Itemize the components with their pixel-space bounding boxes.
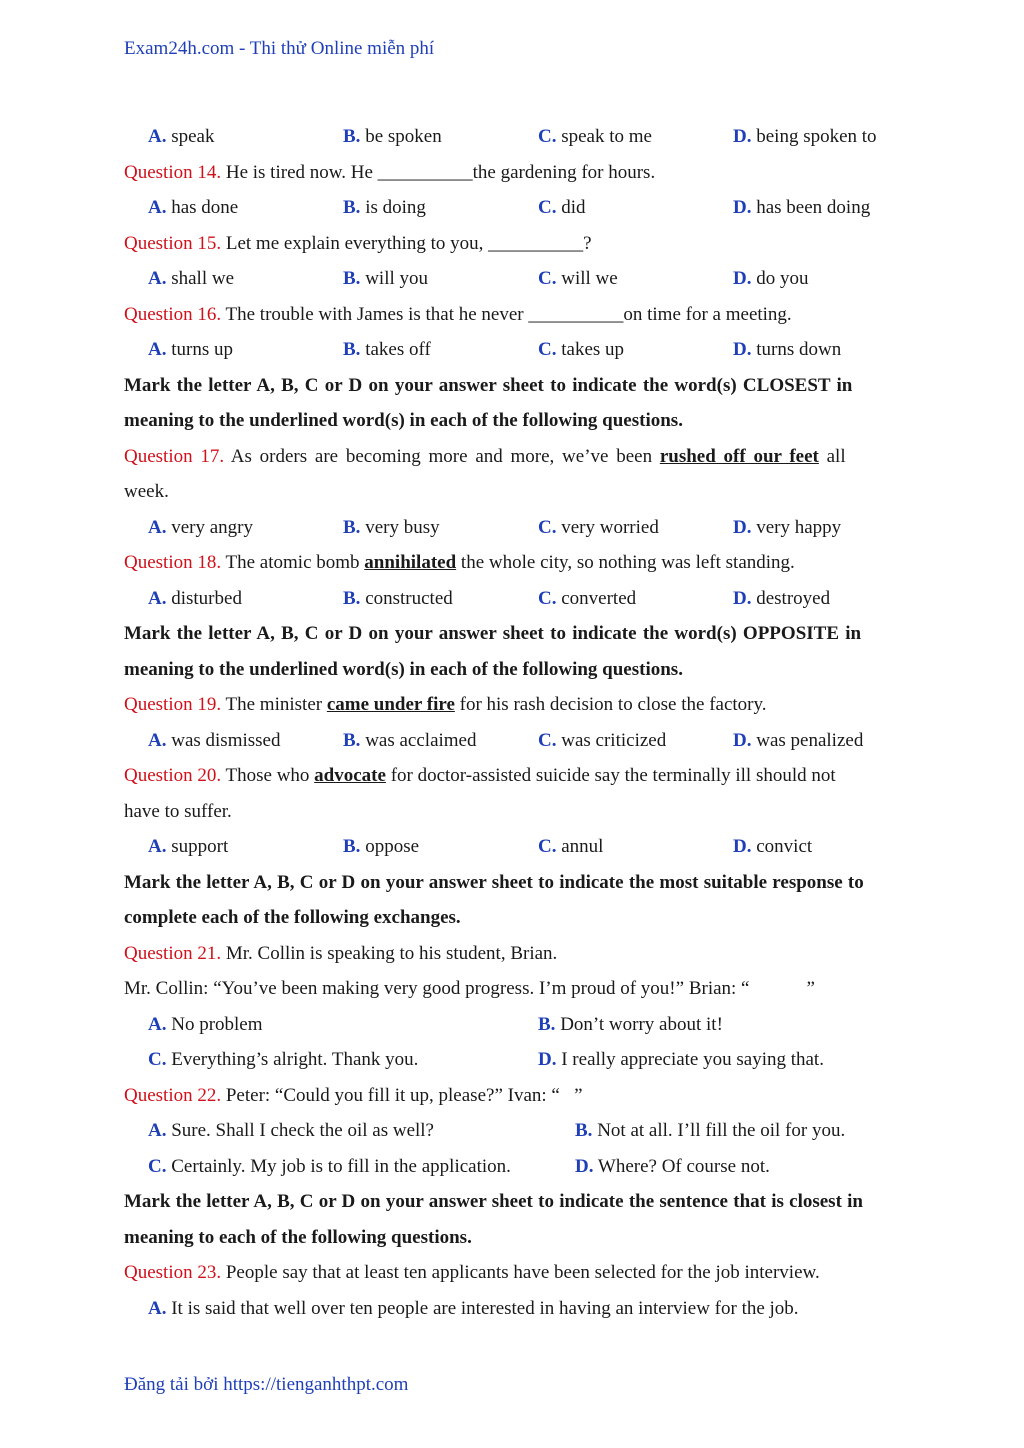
q17-option-a[interactable]: A. very angry [148, 516, 254, 538]
q18-option-a[interactable]: A. disturbed [148, 587, 242, 609]
q16-option-a[interactable]: A. turns up [148, 339, 233, 360]
instruction-response-line2: complete each of the following exchanges. [124, 907, 461, 928]
q17-underlined-phrase: rushed off our feet [659, 445, 819, 467]
q20-underlined-word: advocate [314, 765, 386, 786]
q16-option-d[interactable]: D. turns down [733, 339, 842, 360]
question-15: Question 15. Let me explain everything to you, __________? [124, 232, 592, 254]
q20-options [124, 829, 930, 865]
q21-option-c[interactable]: C. Everything’s alright. Thank you. [148, 1049, 419, 1070]
q22-option-b[interactable]: B. Not at all. I’ll fill the oil for you. [575, 1120, 846, 1141]
exam-content [124, 119, 930, 1326]
question-22: Question 22. Peter: “Could you fill it up, please?” Ivan: “ ” [124, 1084, 583, 1106]
q19-option-a[interactable]: A. was dismissed [148, 729, 281, 751]
q21-option-a[interactable]: A. No problem [148, 1013, 263, 1035]
q15-option-d[interactable]: D. do you [733, 268, 809, 289]
q17-option-b[interactable]: B. very busy [343, 516, 440, 538]
q17-options [124, 510, 930, 546]
q14-option-b[interactable]: B. is doing [343, 197, 426, 218]
question-21-dialogue: Mr. Collin: “You’ve been making very good progress. I’m proud of you!” Brian: “ ” [124, 978, 815, 999]
q22-options-row1 [124, 1113, 930, 1149]
q20-option-a[interactable]: A. support [148, 836, 229, 857]
instruction-closest-line1: Mark the letter A, B, C or D on your answer sheet to indicate the word(s) CLOSEST in [124, 374, 853, 396]
q14-option-c[interactable]: C. did [538, 197, 586, 218]
q18-options [124, 581, 930, 617]
instruction-response-line1: Mark the letter A, B, C or D on your answer sheet to indicate the most suitable response to [124, 871, 864, 893]
q18-underlined-word: annihilated [364, 552, 457, 573]
q18-option-b[interactable]: B. constructed [343, 587, 453, 609]
q22-options-row2 [124, 1149, 930, 1185]
question-17: Question 17. As orders are becoming more and more, we’ve been rushed off our feet all [124, 445, 846, 467]
q16-option-b[interactable]: B. takes off [343, 339, 431, 360]
q23-options [124, 1291, 930, 1327]
q21-options-row2 [124, 1042, 930, 1078]
q22-option-c[interactable]: C. Certainly. My job is to fill in the application. [148, 1155, 511, 1177]
question-16: Question 16. The trouble with James is that he never __________on time for a meeting. [124, 303, 792, 325]
q18-option-d[interactable]: D. destroyed [733, 587, 831, 609]
instruction-closest-line2: meaning to the underlined word(s) in each of the following questions. [124, 410, 683, 431]
q15-option-b[interactable]: B. will you [343, 268, 428, 289]
q23-option-a[interactable]: A. It is said that well over ten people are interested in having an interview for the job. [148, 1297, 799, 1319]
question-19: Question 19. The minister came under fire for his rash decision to close the factory. [124, 694, 767, 715]
q21-option-d[interactable]: D. I really appreciate you saying that. [538, 1049, 824, 1070]
site-header: Exam24h.com - Thi thử Online miễn phí [124, 38, 435, 59]
q19-underlined-phrase: came under fire [326, 694, 455, 715]
instruction-opposite-line1: Mark the letter A, B, C or D on your answer sheet to indicate the word(s) OPPOSITE in [124, 623, 862, 644]
q17-option-d[interactable]: D. very happy [733, 516, 842, 538]
q21-option-b[interactable]: B. Don’t worry about it! [538, 1013, 723, 1035]
instruction-sentence-line1: Mark the letter A, B, C or D on your answer sheet to indicate the sentence that is closest in [124, 1191, 863, 1212]
question-17-line2: week. [124, 481, 169, 502]
question-23: Question 23. People say that at least ten applicants have been selected for the job interview. [124, 1262, 820, 1283]
q15-options [124, 261, 930, 297]
q17-option-c[interactable]: C. very worried [538, 516, 659, 538]
q16-options [124, 332, 930, 368]
q20-option-b[interactable]: B. oppose [343, 836, 420, 857]
q19-options [124, 723, 930, 759]
q22-option-d[interactable]: D. Where? Of course not. [575, 1155, 770, 1177]
q22-option-a[interactable]: A. Sure. Shall I check the oil as well? [148, 1120, 434, 1141]
q20-option-d[interactable]: D. convict [733, 836, 813, 857]
q13-option-d[interactable]: D. being spoken to [733, 126, 877, 147]
q14-option-d[interactable]: D. has been doing [733, 197, 871, 218]
q15-option-a[interactable]: A. shall we [148, 268, 235, 289]
question-14: Question 14. He is tired now. He __________the gardening for hours. [124, 161, 656, 183]
q19-option-d[interactable]: D. was penalized [733, 729, 864, 751]
q15-option-c[interactable]: C. will we [538, 268, 618, 289]
q18-option-c[interactable]: C. converted [538, 587, 637, 609]
site-footer: Đăng tải bởi https://tienganhthpt.com [124, 1374, 409, 1395]
q14-options [124, 190, 930, 226]
q16-option-c[interactable]: C. takes up [538, 339, 625, 360]
q19-option-c[interactable]: C. was criticized [538, 729, 667, 751]
question-18: Question 18. The atomic bomb annihilated the whole city, so nothing was left standing. [124, 552, 795, 573]
q13-option-c[interactable]: C. speak to me [538, 126, 652, 147]
q13-option-b[interactable]: B. be spoken [343, 126, 442, 147]
q13-options [124, 119, 930, 155]
question-21: Question 21. Mr. Collin is speaking to his student, Brian. [124, 942, 558, 964]
q21-options-row1 [124, 1007, 930, 1043]
q14-option-a[interactable]: A. has done [148, 197, 239, 218]
q19-option-b[interactable]: B. was acclaimed [343, 729, 477, 751]
question-20: Question 20. Those who advocate for doctor-assisted suicide say the terminally ill should not [124, 765, 836, 786]
instruction-opposite-line2: meaning to the underlined word(s) in each of the following questions. [124, 658, 683, 680]
q20-option-c[interactable]: C. annul [538, 836, 604, 857]
instruction-sentence-line2: meaning to each of the following questions. [124, 1226, 472, 1248]
q13-option-a[interactable]: A. speak [148, 126, 215, 147]
question-20-line2: have to suffer. [124, 800, 232, 822]
